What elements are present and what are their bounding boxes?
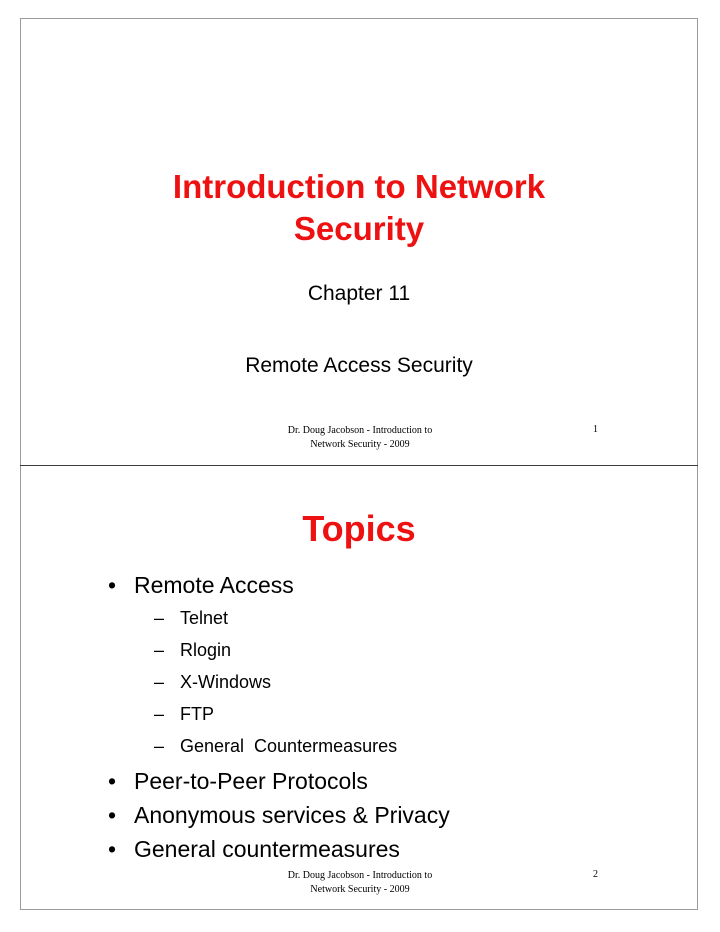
bullet-marker: • <box>108 768 117 794</box>
footer-line-2: Network Security - 2009 <box>310 439 410 450</box>
dash-marker: – <box>154 704 165 724</box>
topic-label: General countermeasures <box>134 836 400 862</box>
dash-marker: – <box>154 608 165 628</box>
slide-1-subtitle: Remote Access Security <box>245 354 473 377</box>
topic-label: Anonymous services & Privacy <box>134 802 450 828</box>
bullet-marker: • <box>108 802 117 828</box>
topic-label: Remote Access <box>134 572 294 598</box>
subtopic-label: Rlogin <box>180 640 232 660</box>
bullet-marker: • <box>108 572 117 598</box>
slide-2 <box>20 466 698 910</box>
subtopic-label: X-Windows <box>180 672 272 692</box>
footer-line-1: Dr. Doug Jacobson - Introduction to <box>287 870 433 881</box>
topic-item <box>108 798 450 832</box>
dash-marker: – <box>154 672 165 692</box>
topic-label: Peer-to-Peer Protocols <box>134 768 368 794</box>
slide-2-footer <box>220 869 500 897</box>
topic-item <box>108 764 450 798</box>
topics-list <box>108 568 450 866</box>
subtopics-list <box>134 602 450 762</box>
subtopic-label: Telnet <box>180 608 229 628</box>
slide-1-title <box>20 166 698 250</box>
topic-item <box>108 568 450 762</box>
dash-marker: – <box>154 640 165 660</box>
subtopic-item <box>134 666 450 698</box>
subtopic-item <box>134 698 450 730</box>
subtopic-label: General Countermeasures <box>180 736 398 756</box>
slide-1 <box>20 18 698 465</box>
subtopic-item <box>134 730 450 762</box>
slide-1-footer <box>220 424 500 452</box>
topic-item <box>108 832 450 866</box>
dash-marker: – <box>154 736 165 756</box>
subtopic-label: FTP <box>180 704 214 724</box>
slide-2-title: Topics <box>302 508 416 549</box>
subtopic-item <box>134 602 450 634</box>
slide-2-page-number: 2 <box>593 869 598 880</box>
bullet-marker: • <box>108 836 117 862</box>
title-line-2: Security <box>293 210 425 247</box>
title-line-1: Introduction to Network <box>172 168 546 205</box>
chapter-label: Chapter 11 <box>307 282 411 305</box>
subtopic-item <box>134 634 450 666</box>
footer-line-2: Network Security - 2009 <box>310 884 410 895</box>
slide-1-page-number: 1 <box>593 424 598 435</box>
footer-line-1: Dr. Doug Jacobson - Introduction to <box>287 425 433 436</box>
